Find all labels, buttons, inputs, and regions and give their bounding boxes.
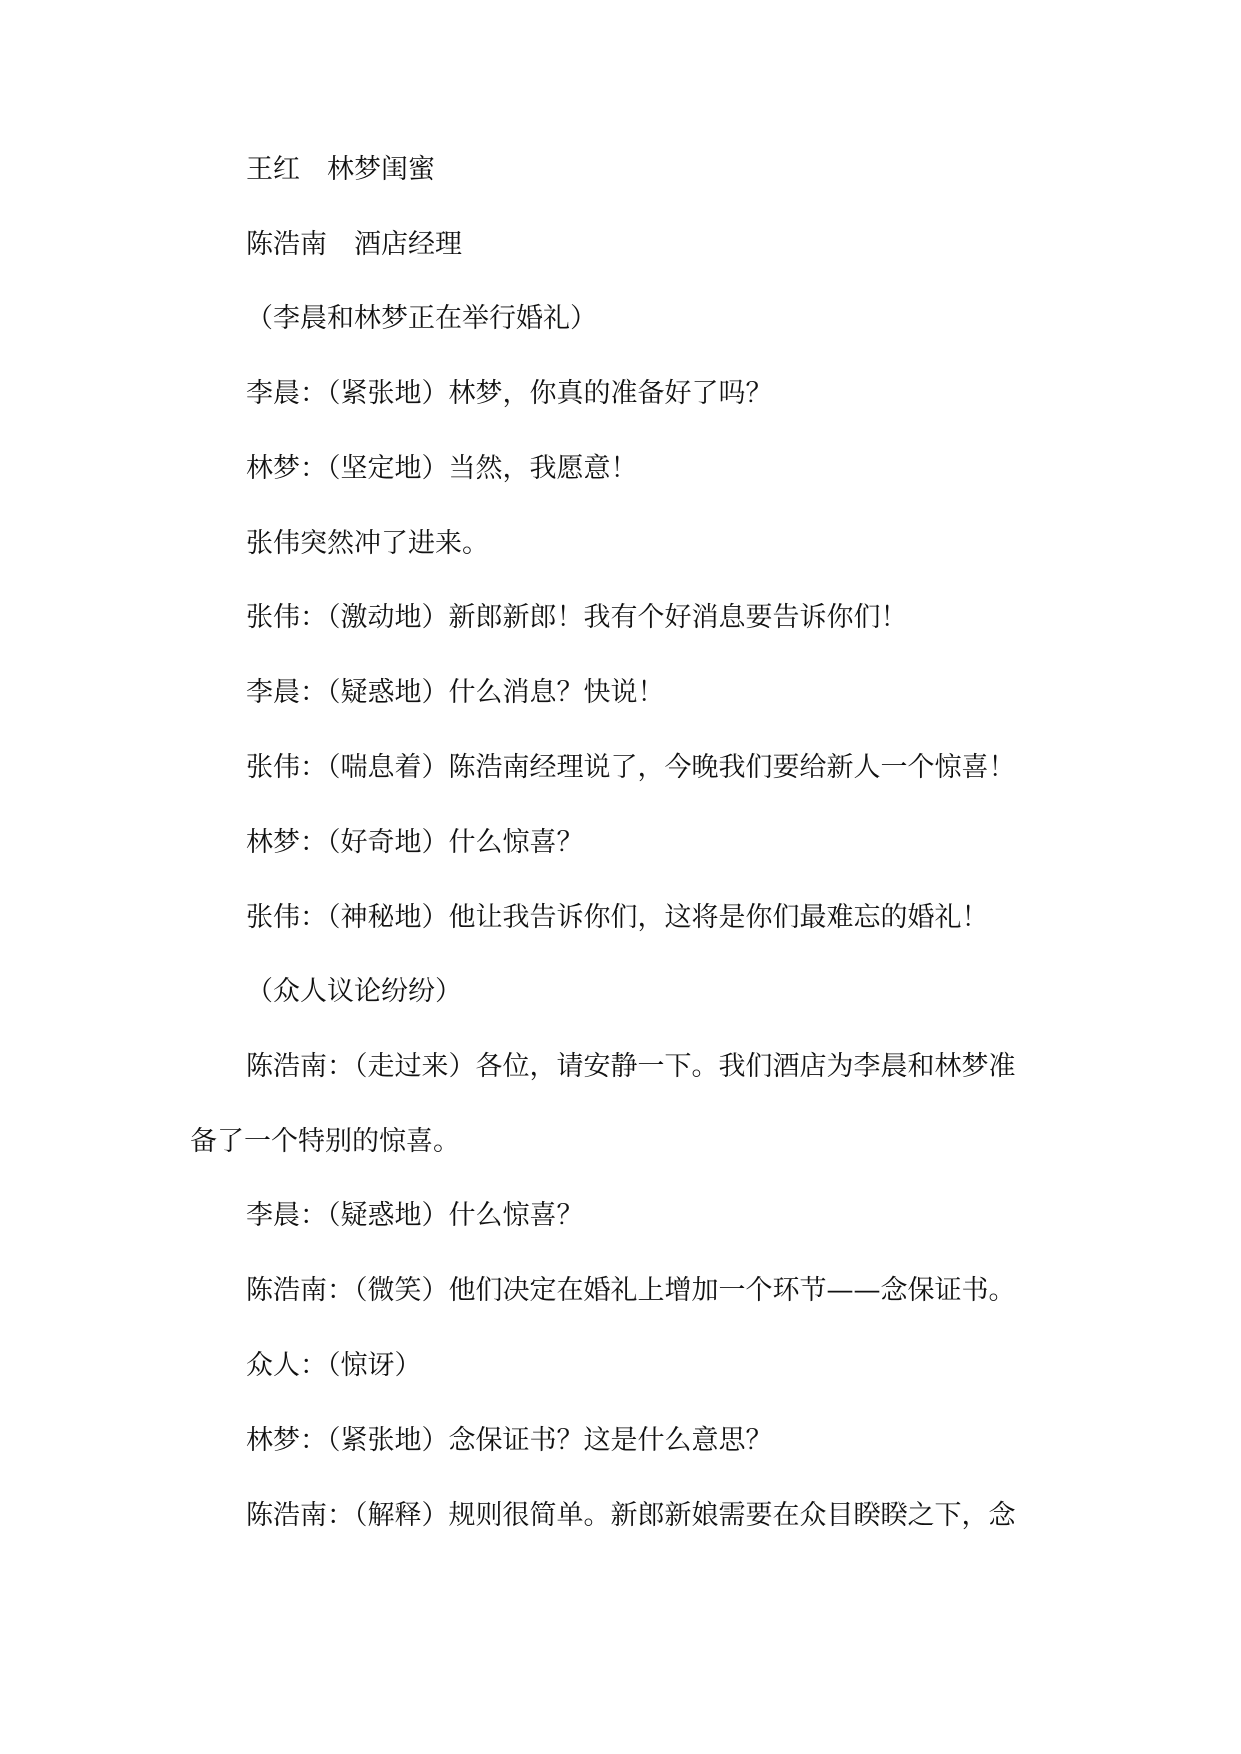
text-line: 林梦：（紧张地）念保证书？这是什么意思？ <box>246 1425 773 1456</box>
text-line: （李晨和林梦正在举行婚礼） <box>246 303 597 334</box>
text-line: 众人：（惊讶） <box>246 1350 422 1381</box>
text-line: 陈浩南：（解释）规则很简单。新郎新娘需要在众目睽睽之下，念 <box>246 1500 1016 1531</box>
text-line: 李晨：（疑惑地）什么消息？快说！ <box>246 677 665 708</box>
text-line: 林梦：（好奇地）什么惊喜？ <box>246 827 584 858</box>
text-line: （众人议论纷纷） <box>246 976 462 1007</box>
text-line: 李晨：（疑惑地）什么惊喜？ <box>246 1200 584 1231</box>
text-line: 王红 林梦闺蜜 <box>246 154 435 185</box>
text-line: 张伟：（神秘地）他让我告诉你们，这将是你们最难忘的婚礼！ <box>246 902 989 933</box>
text-line: 李晨：（紧张地）林梦，你真的准备好了吗？ <box>246 378 773 409</box>
text-line: 张伟：（激动地）新郎新郎！我有个好消息要告诉你们！ <box>246 602 908 633</box>
text-line: 陈浩南：（走过来）各位，请安静一下。我们酒店为李晨和林梦准 <box>246 1051 1016 1082</box>
text-line: 张伟：（喘息着）陈浩南经理说了，今晚我们要给新人一个惊喜！ <box>246 752 1016 783</box>
text-line: 陈浩南 酒店经理 <box>246 229 462 260</box>
text-line: 备了一个特别的惊喜。 <box>190 1126 460 1157</box>
text-line: 张伟突然冲了进来。 <box>246 528 489 559</box>
text-line: 陈浩南：（微笑）他们决定在婚礼上增加一个环节——念保证书。 <box>246 1275 1016 1306</box>
text-line: 林梦：（坚定地）当然，我愿意！ <box>246 453 638 484</box>
